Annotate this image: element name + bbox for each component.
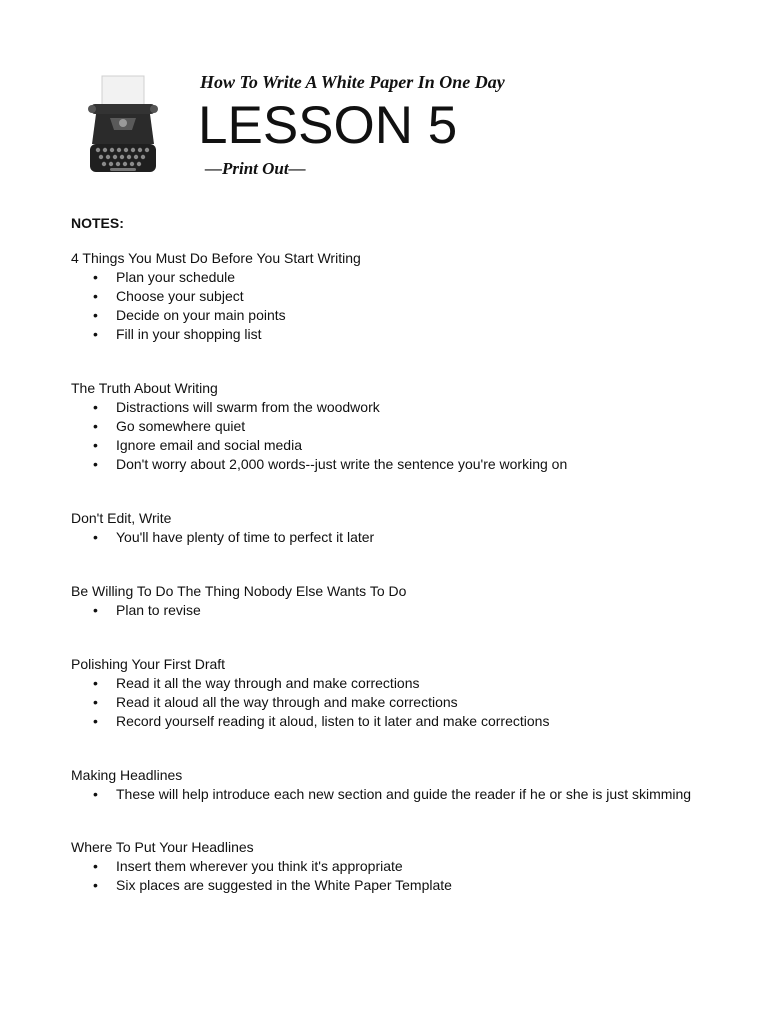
list-item: • Fill in your shopping list bbox=[71, 325, 701, 344]
bullet-list bbox=[71, 785, 701, 804]
bullet-list bbox=[71, 398, 701, 474]
course-subtitle: How To Write A White Paper In One Day bbox=[200, 72, 505, 92]
section-polishing bbox=[71, 655, 701, 731]
list-item: • Decide on your main points bbox=[71, 306, 701, 325]
section-title: Polishing Your First Draft bbox=[71, 656, 226, 672]
list-item: • Don't worry about 2,000 words--just write the sentence you're working on bbox=[71, 455, 701, 474]
page-header bbox=[0, 0, 768, 200]
list-item: • You'll have plenty of time to perfect it later bbox=[71, 528, 701, 547]
section-title: Making Headlines bbox=[71, 767, 183, 783]
lesson-title: LESSON 5 bbox=[198, 96, 458, 155]
list-item: • Read it aloud all the way through and make corrections bbox=[71, 693, 701, 712]
section-title: Where To Put Your Headlines bbox=[71, 839, 254, 855]
list-item: • Distractions will swarm from the woodwork bbox=[71, 398, 701, 417]
section-where-headlines bbox=[71, 838, 701, 895]
section-be-willing bbox=[71, 582, 701, 620]
bullet-list bbox=[71, 528, 701, 547]
list-item: • Choose your subject bbox=[71, 287, 701, 306]
list-item: • These will help introduce each new section and guide the reader if he or she is just skimming bbox=[71, 785, 701, 804]
list-item: • Six places are suggested in the White Paper Template bbox=[71, 876, 701, 895]
section-before-writing bbox=[71, 249, 701, 344]
list-item: • Read it all the way through and make corrections bbox=[71, 674, 701, 693]
notes-content bbox=[71, 213, 701, 895]
typewriter-icon bbox=[88, 74, 158, 176]
bullet-list bbox=[71, 674, 701, 731]
bullet-list bbox=[71, 268, 701, 344]
print-out-label: —Print Out— bbox=[205, 159, 306, 178]
list-item: • Plan your schedule bbox=[71, 268, 701, 287]
list-item: • Insert them wherever you think it's appropriate bbox=[71, 857, 701, 876]
bullet-list bbox=[71, 601, 701, 620]
section-title: Don't Edit, Write bbox=[71, 510, 172, 526]
section-title: Be Willing To Do The Thing Nobody Else Wants To Do bbox=[71, 583, 407, 599]
list-item: • Go somewhere quiet bbox=[71, 417, 701, 436]
notes-heading: NOTES: bbox=[71, 215, 124, 231]
list-item: • Ignore email and social media bbox=[71, 436, 701, 455]
section-making-headlines bbox=[71, 766, 701, 804]
section-truth-about-writing bbox=[71, 379, 701, 474]
section-title: The Truth About Writing bbox=[71, 380, 218, 396]
list-item: • Plan to revise bbox=[71, 601, 701, 620]
bullet-list bbox=[71, 857, 701, 895]
section-title: 4 Things You Must Do Before You Start Writing bbox=[71, 250, 361, 266]
section-dont-edit bbox=[71, 509, 701, 547]
list-item: • Record yourself reading it aloud, listen to it later and make corrections bbox=[71, 712, 701, 731]
